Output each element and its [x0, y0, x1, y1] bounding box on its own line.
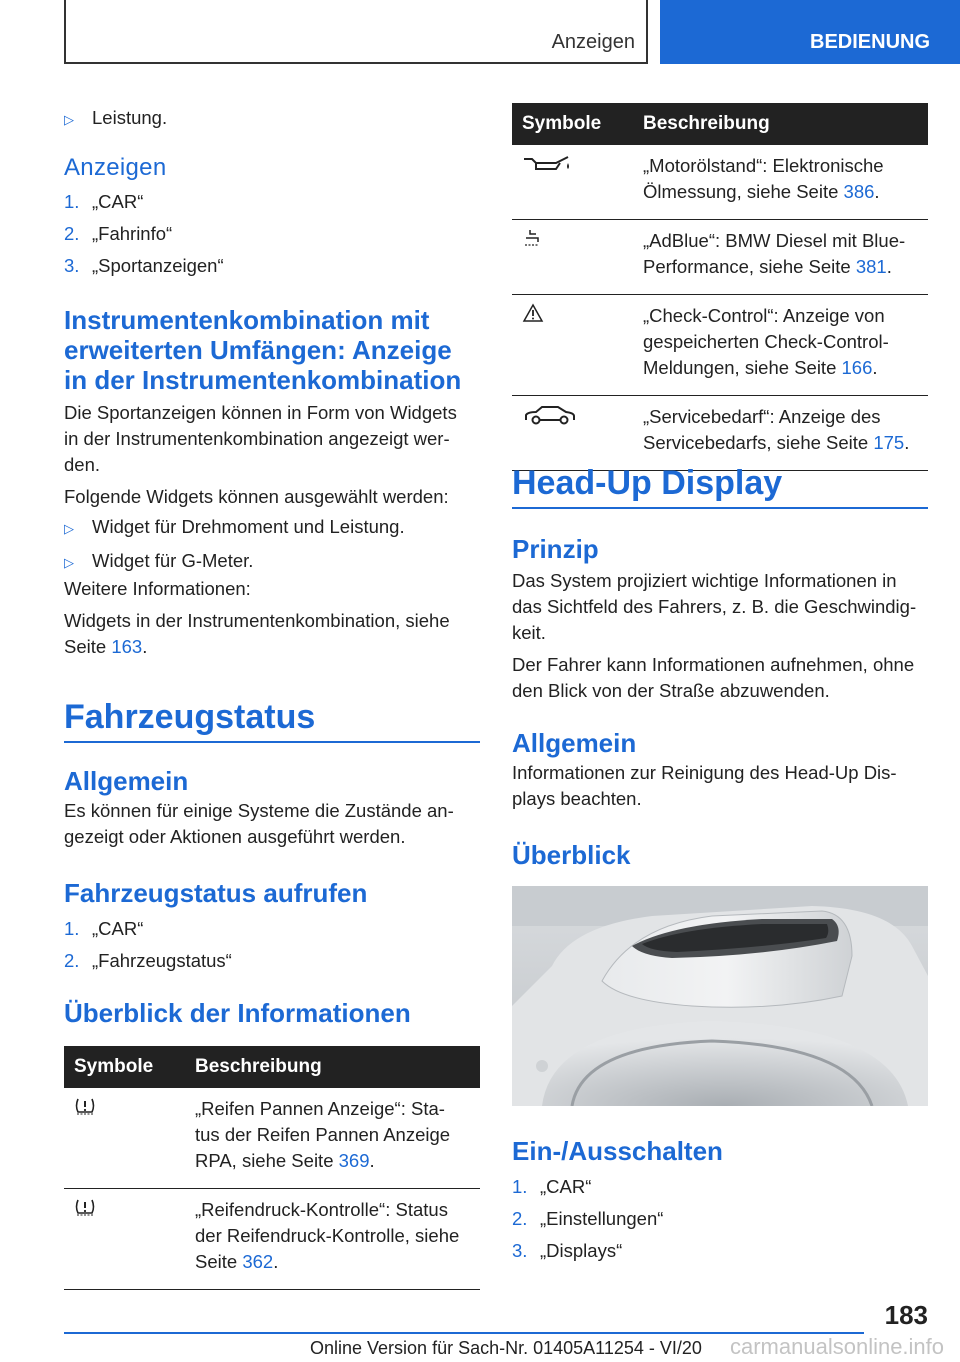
- col-desc: Beschreibung: [640, 103, 928, 145]
- hud-title: Head-Up Display: [512, 464, 928, 509]
- page-link-386[interactable]: 386: [843, 181, 875, 202]
- table-row: „Reifen Pannen Anzeige“: Sta- tus der Reifen Pannen Anzeige RPA, siehe Seite 369.: [64, 1088, 480, 1189]
- allgemein-left: Allgemein Es können für einige Systeme die Zustände an- gezeigt oder Aktionen ausgeführt werden.: [64, 766, 454, 847]
- table-row: „AdBlue“: BMW Diesel mit Blue- Performance, siehe Seite 381.: [512, 220, 928, 295]
- col-desc: Beschreibung: [192, 1046, 480, 1088]
- footer-text: Online Version für Sach-Nr. 01405A11254 - VI/20: [310, 1338, 702, 1358]
- step-1: „CAR“: [92, 191, 144, 212]
- ik-heading: Instrumentenkombination mit erweiterten Umfängen: Anzeige in der Instrumentenkombination: [64, 305, 462, 395]
- ueberblick-info-heading: Überblick der Informationen: [64, 998, 411, 1028]
- tire-pressure-warning-icon: [74, 1098, 96, 1119]
- page-link-163[interactable]: 163: [111, 636, 143, 657]
- more-info: Weitere Informationen: Widgets in der Instrumentenkombination, siehe Seite 163.: [64, 578, 450, 657]
- table-row: „Check-Control“: Anzeige von gespeicherten Check-Control- Meldungen, siehe Seite 166.: [512, 295, 928, 396]
- table-row: „Servicebedarf“: Anzeige des Servicebedarfs, siehe Seite 175.: [512, 396, 928, 471]
- prinzip: Prinzip Das System projiziert wichtige Informationen in das Sichtfeld des Fahrers, z. B. die Geschwindig- keit. Der Fahrer kann Informationen aufnehmen, ohne den Blick von der Straße abzuwenden.: [512, 534, 917, 701]
- fahrzeugstatus-title: Fahrzeugstatus: [64, 698, 480, 743]
- symbol-table-right: [512, 103, 928, 471]
- ueberblick-heading: Überblick: [512, 840, 631, 870]
- warning-triangle-icon: [522, 306, 544, 327]
- aufrufen: Fahrzeugstatus aufrufen 1. „CAR“ 2. „Fahrzeugstatus“: [64, 878, 368, 971]
- symbol-table-left: [64, 1046, 480, 1290]
- col-symbol: Symbole: [512, 103, 640, 145]
- table-row: „Reifendruck-Kontrolle“: Status der Reifendruck-Kontrolle, siehe Seite 362.: [64, 1189, 480, 1290]
- chapter-tab[interactable]: BEDIENUNG: [660, 0, 960, 64]
- oil-level-icon: [522, 156, 572, 177]
- table-row: „Motorölstand“: Elektronische Ölmessung, siehe Seite 386.: [512, 145, 928, 220]
- page-link-166[interactable]: 166: [841, 357, 873, 378]
- step-2: „Fahrinfo“: [92, 223, 173, 244]
- page-link-362[interactable]: 362: [242, 1251, 274, 1272]
- tire-pressure-monitor-icon: [74, 1199, 96, 1220]
- bullet-leistung: ▷ Leistung.: [64, 105, 167, 133]
- watermark: carmanualsonline.info: [730, 1334, 945, 1359]
- adblue-icon: [522, 231, 542, 252]
- bullet-triangle-icon: ▷: [64, 521, 74, 536]
- section-title: Anzeigen: [551, 31, 635, 53]
- page-link-369[interactable]: 369: [338, 1150, 370, 1171]
- page-link-175[interactable]: 175: [873, 432, 905, 453]
- car-service-icon: [522, 409, 578, 430]
- step-3: „Sportanzeigen“: [92, 255, 224, 276]
- page-link-381[interactable]: 381: [855, 256, 887, 277]
- ik-paragraph: Die Sportanzeigen können in Form von Widgets in der Instrumentenkombination angezeigt wer- den. Folgende Widgets können ausgewählt werden:: [64, 402, 457, 507]
- anzeigen-heading: Anzeigen: [64, 154, 167, 181]
- widget-list: ▷ Widget für Drehmoment und Leistung. ▷ Widget für G-Meter.: [64, 514, 405, 576]
- anzeigen-steps: 1. „CAR“ 2. „Fahrinfo“ 3. „Sportanzeigen“: [64, 191, 224, 276]
- bullet-triangle-icon: ▷: [64, 112, 74, 127]
- einaus: Ein-/Ausschalten 1. „CAR“ 2. „Einstellungen“ 3. „Displays“: [512, 1136, 723, 1261]
- bullet-triangle-icon: ▷: [64, 555, 74, 570]
- hud-dashboard-photo: [512, 886, 928, 1106]
- allgemein-right: Allgemein Informationen zur Reinigung des Head-Up Dis- plays beachten.: [512, 728, 897, 809]
- page-number: 183: [884, 1300, 928, 1330]
- col-symbol: Symbole: [64, 1046, 192, 1088]
